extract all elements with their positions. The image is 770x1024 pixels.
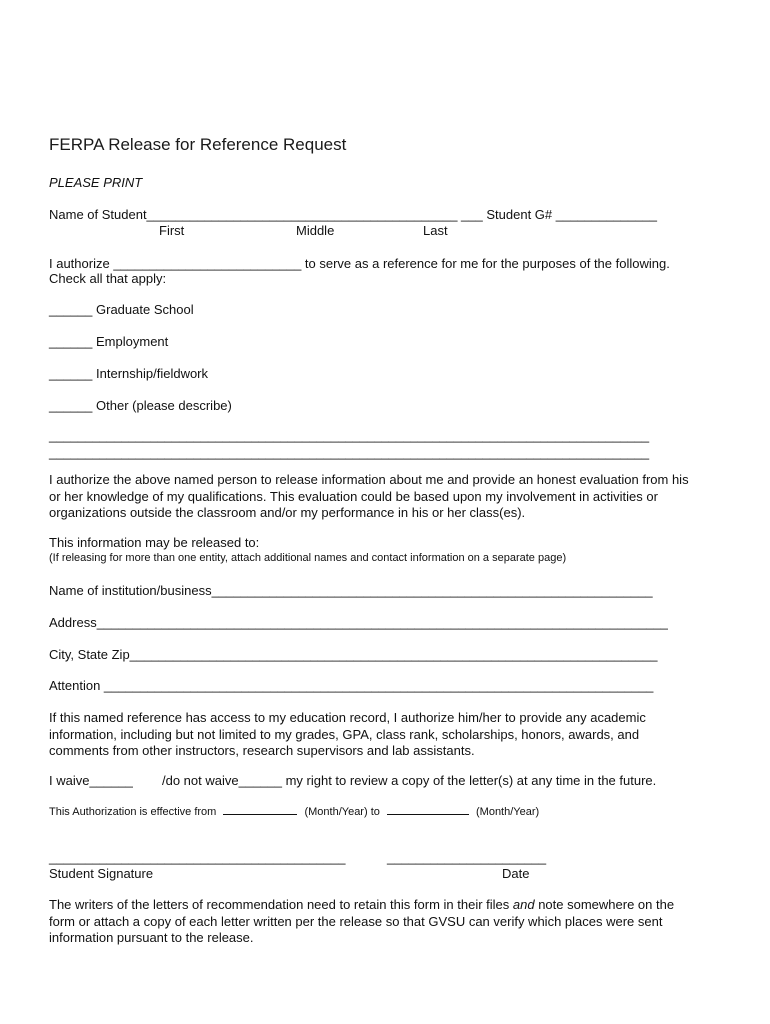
date-line[interactable]: ______________________ [387,850,547,865]
please-print-note: PLEASE PRINT [49,175,143,190]
to-date-blank[interactable] [387,803,469,815]
attention-field[interactable]: Attention ____________________________________________________________________________ [49,678,654,693]
effective-prefix: This Authorization is effective from [49,806,217,818]
first-name-label: First [159,223,185,238]
option-other[interactable] [49,398,232,413]
city-state-zip-field[interactable]: City, State Zip_________________________________________________________________________ [49,647,658,662]
option-internship[interactable] [49,366,208,381]
to-date-label: (Month/Year) [476,806,540,818]
check-all-label: Check all that apply: [49,271,167,286]
from-date-label: (Month/Year) to [304,806,380,818]
released-to-note: (If releasing for more than one entity, attach additional names and contact information on a separate page) [49,552,567,564]
option-label: Graduate School [96,302,194,317]
released-to-label: This information may be released to: [49,535,260,550]
describe-line-2[interactable]: ___________________________________________________________________________________ [49,445,650,460]
option-blank[interactable]: ______ [49,366,93,381]
address-field[interactable]: Address_______________________________________________________________________________ [49,615,668,630]
last-name-label: Last [423,223,448,238]
effective-dates [49,803,539,818]
access-paragraph [49,710,646,760]
student-name-line[interactable]: Name of Student___________________________________________ ___ Student G# ______________ [49,207,657,222]
authorize-line[interactable]: I authorize __________________________ to serve as a reference for me for the purposes of the following. [49,256,670,271]
footer-line-3: information pursuant to the release. [49,930,254,945]
option-label: Other (please describe) [96,398,232,413]
option-employment[interactable] [49,334,168,349]
option-blank[interactable]: ______ [49,334,93,349]
access-line-3: comments from other instructors, research supervisors and lab assistants. [49,743,475,758]
footer-line-1-start: The writers of the letters of recommendation need to retain this form in their files [49,897,513,912]
middle-name-label: Middle [296,223,335,238]
access-line-1: If this named reference has access to my education record, I authorize him/her to provide any academic [49,710,646,725]
institution-field[interactable]: Name of institution/business_____________________________________________________________ [49,583,653,598]
from-date-blank[interactable] [223,803,297,815]
page-title: FERPA Release for Reference Request [49,135,347,154]
footer-note [49,897,674,947]
release-line-1: I authorize the above named person to release information about me and provide an honest evaluation from his [49,472,689,487]
release-line-2: or her knowledge of my qualifications. This evaluation could be based upon my involvement in activities or [49,488,658,504]
option-blank[interactable]: ______ [49,398,93,413]
describe-line-1[interactable]: ___________________________________________________________________________________ [49,428,650,443]
option-blank[interactable]: ______ [49,302,93,317]
waive-field[interactable]: I waive______ [49,773,133,788]
option-graduate-school[interactable] [49,302,194,317]
do-not-waive-field[interactable]: /do not waive______ my right to review a copy of the letter(s) at any time in the future. [162,773,657,788]
release-line-3: organizations outside the classroom and/or my performance in his or her class(es). [49,505,526,520]
option-label: Internship/fieldwork [96,366,209,381]
option-label: Employment [96,334,169,349]
access-line-2: information, including but not limited to my grades, GPA, class rank, scholarships, honors, awards, and [49,726,640,742]
footer-emphasis: and [512,897,535,912]
date-label: Date [502,866,530,881]
footer-line-1 [49,897,674,914]
release-paragraph [49,472,689,522]
footer-line-2: form or attach a copy of each letter written per the release so that GVSU can verify which places were sent [49,913,663,929]
signature-line[interactable]: _________________________________________ [49,850,346,865]
footer-line-1-end: note somewhere on the [534,897,675,912]
signature-label: Student Signature [49,866,154,881]
